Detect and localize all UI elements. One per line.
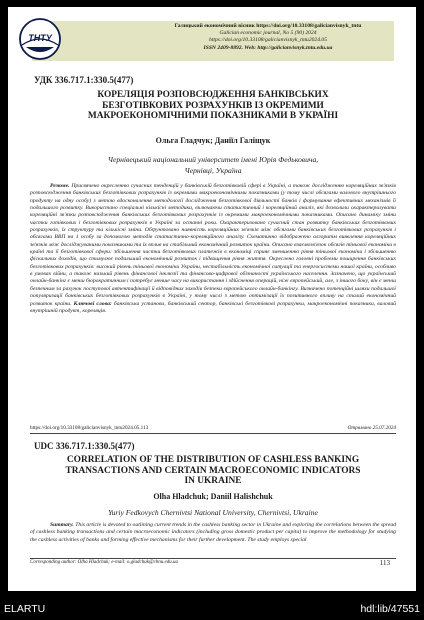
page-footer bbox=[30, 560, 396, 565]
corresponding-author: Corresponding author: Olha Hladchuk; e-mail: o.gladchuk@chnu.edu.ua bbox=[30, 560, 179, 565]
abstract-ua bbox=[30, 183, 396, 315]
university-logo bbox=[18, 17, 62, 61]
title-ua bbox=[38, 90, 388, 122]
repository-name: ELARTU bbox=[4, 603, 46, 615]
title-en-line: CORRELATION OF THE DISTRIBUTION OF CASHLESS BANKING bbox=[66, 455, 360, 465]
page-number: 113 bbox=[379, 559, 390, 567]
udc-en: UDC 336.717.1:330.5(477) bbox=[34, 441, 135, 451]
footer-divider bbox=[30, 558, 396, 559]
handle-identifier: hdl:lib/47551 bbox=[360, 603, 420, 615]
divider bbox=[30, 433, 396, 434]
title-en bbox=[38, 455, 388, 487]
received-date: Отримано 25.07.2024 bbox=[347, 425, 396, 431]
summary-en bbox=[30, 522, 396, 544]
header-line-journal-en: Galician economic journal, No 5 (90) 2024 bbox=[219, 30, 317, 37]
abstract-ua-label: Резюме. bbox=[50, 183, 70, 189]
title-en-line: IN UKRAINE bbox=[184, 476, 242, 487]
keywords-ua-label: Ключові слова: bbox=[73, 300, 112, 307]
title-en-line: TRANSACTIONS AND CERTAIN MACROECONOMIC INDICATORS bbox=[65, 465, 361, 476]
keywords-ua-text: банківська установа, банківський сектор, банківські безготівкові розрахунки, макроекономічні показники, валовий внутрішній продукт, кореляція. bbox=[30, 300, 396, 314]
header-line-issn[interactable]: ISSN 2409-8892. Web: http://galicianvisnyk.tntu.edu.ua bbox=[203, 44, 333, 51]
affiliation-ua bbox=[38, 154, 388, 176]
header-line-doi[interactable]: https://doi.org/10.33108/galicianvisnyk_tntu2024.05 bbox=[208, 37, 328, 44]
affiliation-ua-line: Чернівецький національний університет імені Юрія Федьковича, bbox=[107, 155, 319, 164]
affiliation-en: Yuriy Fedkovych Chernivtsi National University, Chernivtsi, Ukraine bbox=[108, 508, 318, 517]
title-ua-line: БЕЗГОТІВКОВИХ РОЗРАХУНКІВ ІЗ ОКРЕМИМИ bbox=[102, 100, 324, 111]
summary-en-text: This article is devoted to outlining current trends in the cashless banking sector in Ukraine and exploring the correlations between the spread of cashless banking transactions and certain macroeconomic indicators (including gross domestic product per capita) to improve the methodology for studying the cashless activities of banks and forming effective mechanisms for their further development. The study employs special bbox=[30, 522, 396, 543]
title-ua-line: КОРЕЛЯЦІЯ РОЗПОВСЮДЖЕННЯ БАНКІВСЬКИХ bbox=[97, 90, 329, 100]
doi-line bbox=[30, 425, 396, 431]
abstract-ua-text: Присвячено окресленню сучасних тенденцій у банківській безготівковій сфері в Україні, а також дослідженню кореляційних зв'язків розповсюдження банківських безготівкових розрахунків із окремими макроекономічними показниками (у тому числі обсягами валового внутрішнього продукту на одну особу) з метою вдосконалення методології дослідження безготівкової діяльності банків і формування ефективних механізмів її подальшого розвитку. Використано спеціальні кількісні методики, включаючи статистичний і кореляційний аналіз, які дозволили охарактеризувати кореляційні зв'язки розповсюдження банківських безготівкових розрахунків із окремими макроекономічними показниками. Описано динаміку зміни частки готівкових і безготівкових розрахунків в Україні за останні роки. Охарактеризовано сучасний стан розвитку банківських безготівкових розрахунків, їх структуру та кількісні зміни. Обґрунтовано наявність кореляційних зв'язків між обсягами банківських безготівкових розрахунків і обсягами ВВП на 1 особу за допомогою методів статистично-кореляційного аналізу. Схематично відображено алгоритм виявлення кореляційних зв'язків між досліджуваними показниками та їх вплив на стабільний економічний розвиток країни. Описано взаємозв'язок обсягів тіньової економіки в країні та її безготівкової сфери: збільшення частки безготівкових платежів в економіці сприяє зменшенню рівня тіньової економіки і збільшенню фіскальних доходів, що стимулює подальший економічний розвиток і підвищення рівня життя. Окреслено головні проблеми поширення банківських безготівкових розрахунків: високий рівень тіньової економіки України, нестабільність економічної ситуації та енергосистеми нашої країни, особливо в умовах війни, а також низький рівень фінансової інклюзії та фінансово-цифрової обізнаності українського населення. Зазначено, що український онлайн-банкінг є менш бюрократичним і потребує менше часу на використання і здійснення операцій, ніж європейський, але, з іншого боку, він є менш безпечним за рахунок поступової автентифікації й відповідних заходів безпеки європейського онлайн-банкінгу. Визначено потенційні шляхи подальшої популяризації банківських безготівкових розрахунків в Україні, у тому числі з метою оптимізації їх позитивного впливу на сталий економічний розвиток країни. bbox=[30, 183, 396, 307]
header-line-journal-ua: Галицький економічний вісник https://doi.org/10.33108/galicianvisnyk_tntu bbox=[174, 23, 362, 29]
article-doi-link[interactable]: https://doi.org/10.33108/galicianvisnyk_tntu2024.05.113 bbox=[30, 425, 149, 431]
udc-ua: УДК 336.717.1:330.5(477) bbox=[34, 75, 134, 85]
summary-en-label: Summary. bbox=[50, 522, 74, 528]
logo-text: ТНТУ bbox=[28, 33, 52, 43]
title-ua-line: МАКРОЕКОНОМІЧНИМИ ПОКАЗНИКАМИ В УКРАЇНІ bbox=[87, 111, 339, 122]
affiliation-ua-line: Чернівці, Україна bbox=[184, 166, 242, 175]
authors-en: Olha Hladchuk; Daniil Halishchuk bbox=[153, 492, 273, 501]
journal-header-text bbox=[123, 23, 413, 52]
authors-ua: Ольга Гладчук; Даніїл Галіщук bbox=[155, 136, 271, 145]
journal-page bbox=[8, 7, 416, 591]
